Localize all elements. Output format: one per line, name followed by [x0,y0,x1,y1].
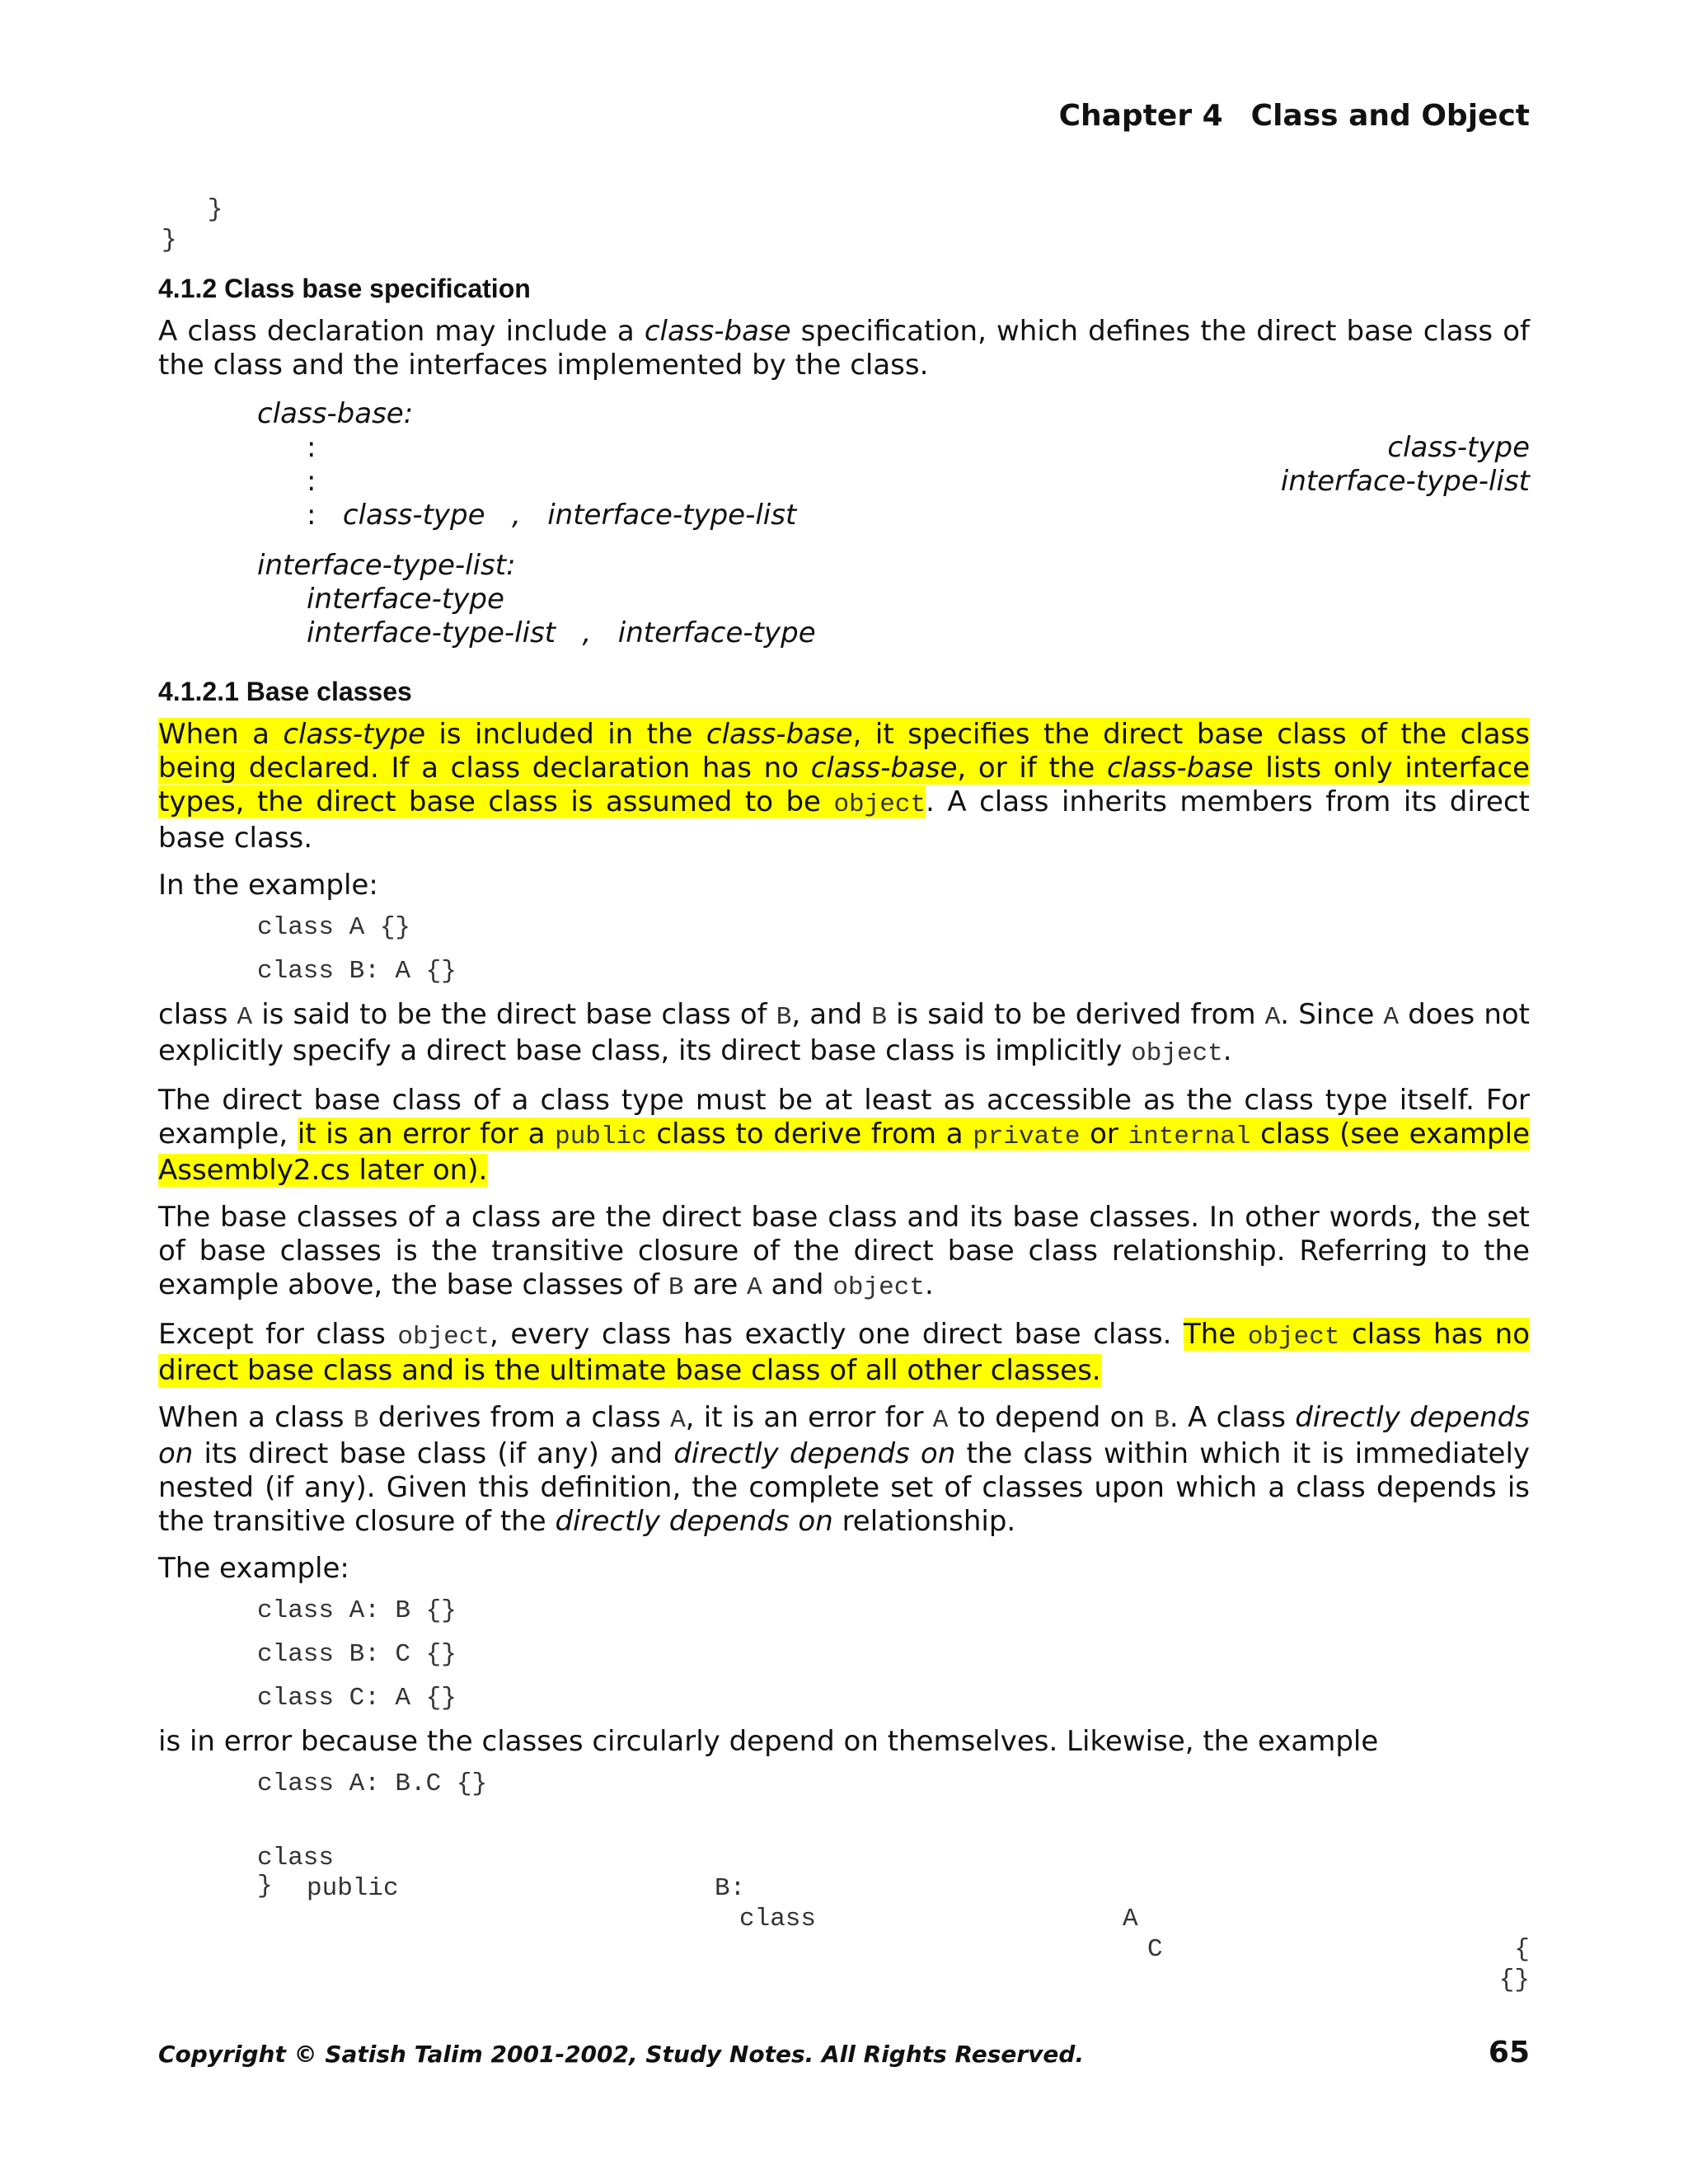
code-example-3-line-1: class A: B.C {} [257,1769,488,1798]
grammar-class-base-label: class-base: [257,397,414,430]
paragraph-accessibility: The direct base class of a class type must be at least as accessible as the class type itself. For example, it is an error for a public class to derive from a private or internal class (see example Assembly2.cs later on). [158,1084,1531,1187]
code-example-3-line-3: public class C {} [307,1874,1530,1994]
paragraph-the-example: The example: [158,1552,349,1585]
grammar-itl-rule-2: interface-type-list , interface-type [307,616,816,649]
paragraph-class-base-intro: A class declaration may include a class-base specification, which defines the direct base class of the class and the interfaces implemented by the class. [158,315,1530,382]
grammar-rule-2: : interface-type-list [307,465,1530,498]
code-example-2-line-1: class A: B {} [257,1596,457,1625]
page-number: 65 [1488,2036,1530,2069]
code-example-3-line-4: } [257,1872,273,1900]
grammar-itl-label: interface-type-list: [257,549,516,582]
paragraph-base-classes-set: The base classes of a class are the direct base class and its base classes. In other words, the set of base classes is the transitive closure of the direct base class relationship. Referring to the example above, the base classes of B are A and object. [158,1201,1530,1302]
section-heading-4-1-2-1: 4.1.2.1 Base classes [158,677,412,706]
closing-brace-inner: } [162,195,223,224]
grammar-itl-rule-1: interface-type [307,583,504,616]
chapter-label: Chapter 4 [1058,99,1223,133]
paragraph-base-class-definition: When a class-type is included in the class-base, it specifies the direct base class of the class being declared. If a class declaration has no class-base, or if the class-base lists only interface types, the direct base class is assumed to be object. A class inherits members from its direct base class. [158,718,1530,855]
running-header [1059,99,1530,133]
chapter-title: Class and Object [1250,99,1530,133]
grammar-rule-3: : class-type , interface-type-list [307,499,797,532]
paragraph-object-class: Except for class object, every class has exactly one direct base class. The object class has no direct base class and is the ultimate base class of all other classes. [158,1318,1531,1387]
code-example-1-line-2: class B: A {} [257,957,457,986]
code-example-2-line-3: class C: A {} [257,1684,457,1713]
paragraph-in-the-example: In the example: [158,869,378,902]
code-example-3-line-2: class B: A { [257,1844,1530,1964]
grammar-rule-1: : class-type [307,431,1530,464]
section-heading-4-1-2: 4.1.2 Class base specification [158,274,531,303]
paragraph-direct-base-explained: class A is said to be the direct base class of B, and B is said to be derived from A. Since A does not explicitly specify a direct base class, its direct base class is implicitly object. [158,998,1531,1068]
page-body [158,194,1531,1994]
code-example-2-line-2: class B: C {} [257,1640,457,1669]
copyright-notice: Copyright © Satish Talim 2001-2002, Study Notes. All Rights Reserved. [158,2041,1085,2068]
paragraph-directly-depends: When a class B derives from a class A, it is an error for A to depend on B. A class directly depends on its direct base class (if any) and directly depends on the class within which it is immediately nested (if any). Given this definition, the complete set of classes upon which a class depends is the transitive closure of the directly depends on relationship. [158,1401,1531,1538]
page-footer [158,2036,1530,2069]
paragraph-circular-error: is in error because the classes circularly depend on themselves. Likewise, the example [158,1725,1379,1758]
closing-brace-outer: } [162,226,177,255]
code-example-1-line-1: class A {} [257,913,411,942]
